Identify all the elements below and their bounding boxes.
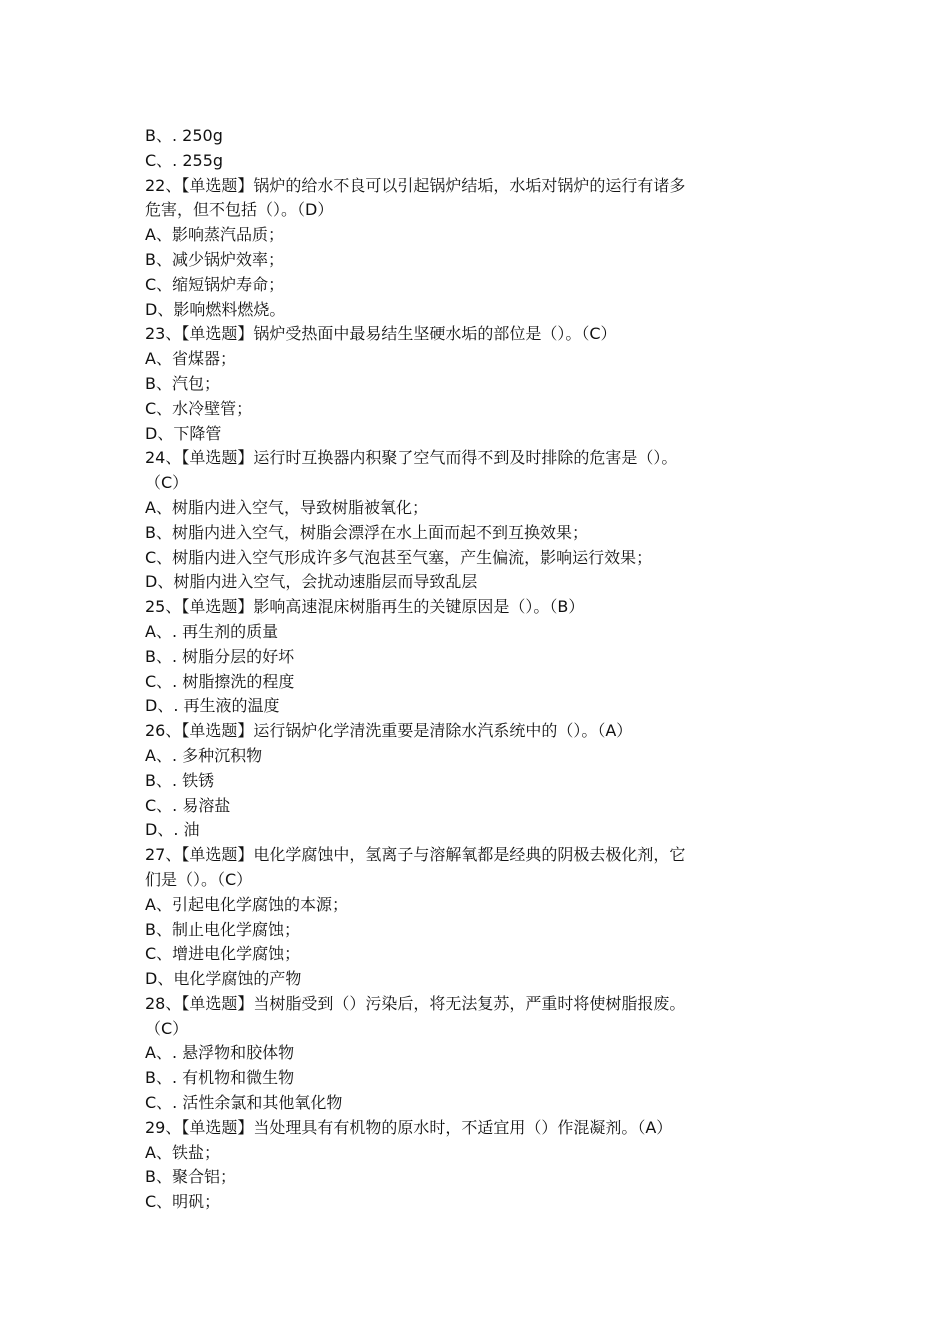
text-line: 26、【单选题】运行锅炉化学清洗重要是清除水汽系统中的（）。（A）: [145, 721, 633, 741]
text-line: D、. 再生液的温度: [145, 696, 280, 716]
text-line: B、. 铁锈: [145, 770, 215, 790]
text-line: 28、【单选题】当树脂受到（）污染后，将无法复苏，严重时将使树脂报废。: [145, 993, 686, 1013]
text-line: B、汽包；: [145, 373, 220, 393]
text-line: A、. 多种沉积物: [145, 745, 263, 765]
text-line: C、增进电化学腐蚀；: [145, 944, 301, 964]
text-line: C、缩短锅炉寿命；: [145, 274, 285, 294]
document-body: [145, 124, 810, 1215]
text-line: C、水冷壁管；: [145, 398, 253, 418]
text-line: B、聚合铝；: [145, 1167, 236, 1187]
text-line: 们是（）。（C）: [145, 869, 253, 889]
text-line: D、影响燃料燃烧。: [145, 299, 286, 319]
text-line: A、. 悬浮物和胶体物: [145, 1043, 295, 1063]
text-line: （C）: [145, 473, 189, 493]
text-line: B、. 250g: [145, 126, 223, 145]
text-line: C、. 255g: [145, 150, 224, 170]
text-line: B、制止电化学腐蚀；: [145, 919, 300, 939]
text-line: B、. 树脂分层的好坏: [145, 646, 295, 666]
text-line: 23、【单选题】锅炉受热面中最易结生坚硬水垢的部位是（）。（C）: [145, 324, 617, 344]
text-line: 22、【单选题】锅炉的给水不良可以引起锅炉结垢，水垢对锅炉的运行有诸多: [145, 175, 686, 195]
text-line: B、减少锅炉效率；: [145, 249, 284, 269]
text-line: C、明矾；: [145, 1192, 221, 1212]
text-line: A、. 再生剂的质量: [145, 621, 279, 641]
text-line: 27、【单选题】电化学腐蚀中，氢离子与溶解氧都是经典的阴极去极化剂，它: [145, 845, 686, 865]
text-line: C、树脂内进入空气形成许多气泡甚至气塞，产生偏流，影响运行效果；: [145, 547, 653, 567]
text-line: （C）: [145, 1018, 189, 1038]
text-line: A、影响蒸汽品质；: [145, 225, 284, 245]
text-line: A、省煤器；: [145, 349, 236, 369]
text-line: A、铁盐；: [145, 1142, 220, 1162]
text-line: B、树脂内进入空气，树脂会漂浮在水上面而起不到互换效果；: [145, 522, 588, 542]
text-line: 29、【单选题】当处理具有有机物的原水时，不适宜用（）作混凝剂。（A）: [145, 1117, 673, 1137]
text-line: 25、【单选题】影响高速混床树脂再生的关键原因是（）。（B）: [145, 597, 585, 617]
text-line: A、树脂内进入空气，导致树脂被氧化；: [145, 497, 428, 517]
text-line: A、引起电化学腐蚀的本源；: [145, 894, 348, 914]
text-line: 危害，但不包括（）。（D）: [145, 200, 334, 220]
text-line: C、. 易溶盐: [145, 795, 231, 815]
text-line: C、. 树脂擦洗的程度: [145, 671, 295, 691]
text-line: D、树脂内进入空气，会扰动速脂层而导致乱层: [145, 572, 478, 592]
text-line: C、. 活性余氯和其他氧化物: [145, 1093, 343, 1113]
text-line: B、. 有机物和微生物: [145, 1068, 295, 1088]
text-line: D、下降管: [145, 423, 222, 443]
text-line: D、. 油: [145, 820, 200, 840]
text-line: 24、【单选题】运行时互换器内积聚了空气而得不到及时排除的危害是（）。: [145, 448, 678, 468]
text-line: D、电化学腐蚀的产物: [145, 969, 302, 989]
